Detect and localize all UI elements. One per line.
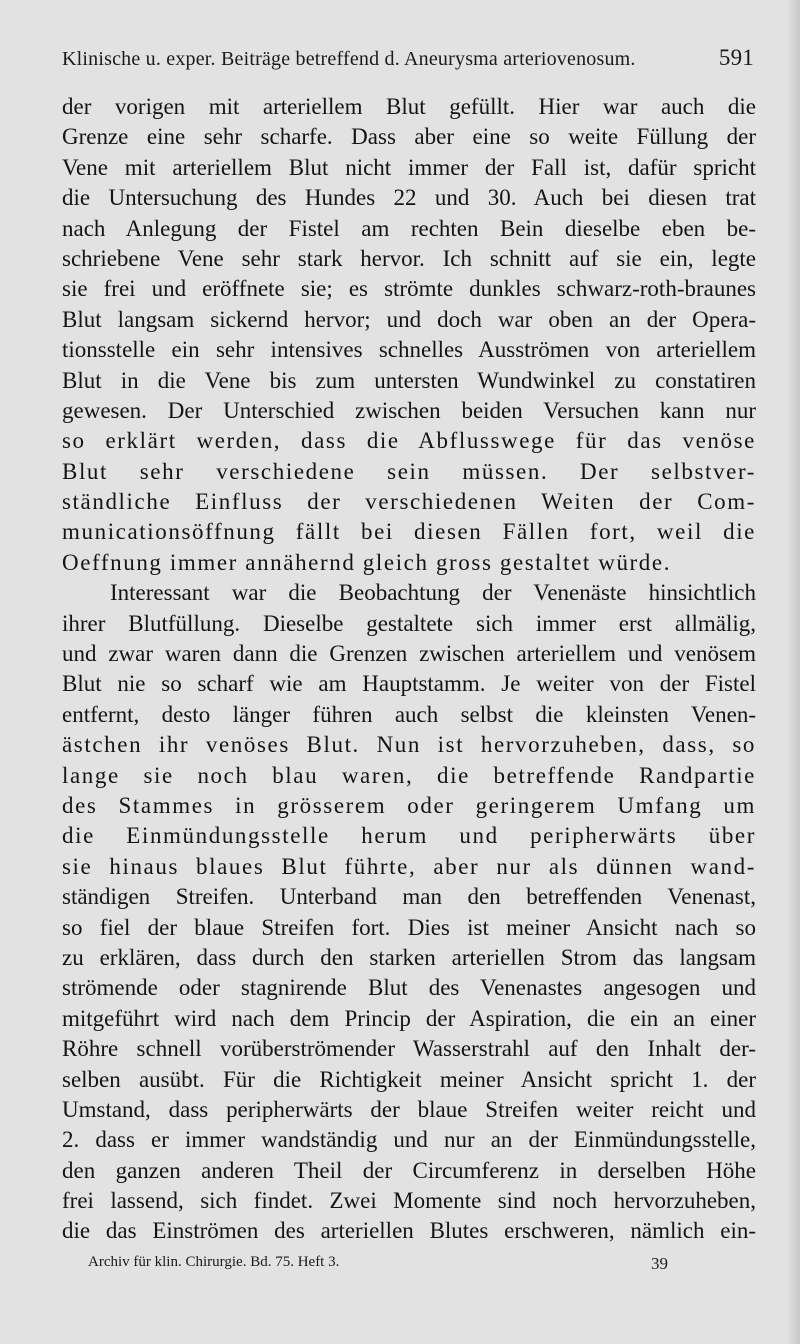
text-line: mitgeführt wird nach dem Princip der Aspiration, die ein an einer: [62, 1005, 756, 1031]
text-line: Interessant war die Beobachtung der Venenäste hinsichtlich: [110, 580, 756, 606]
text-line: die Untersuchung des Hundes 22 und 30. Auch bei diesen trat: [62, 185, 756, 211]
text-line: ständliche Einfluss der verschiedenen Weiten der Com-: [62, 489, 756, 515]
text-line: ästchen ihr venöses Blut. Nun ist hervorzuheben, dass, so: [62, 732, 756, 758]
text-line: Grenze eine sehr scharfe. Dass aber eine so weite Füllung der: [62, 124, 756, 150]
text-line: entfernt, desto länger führen auch selbst die kleinsten Venen-: [62, 701, 756, 727]
text-line: und zwar waren dann die Grenzen zwischen arteriellem und venösem: [62, 641, 756, 667]
text-line: so erklärt werden, dass die Abflusswege für das venöse: [62, 428, 756, 454]
text-line: Umstand, dass peripherwärts der blaue Streifen weiter reicht und: [62, 1096, 756, 1122]
text-line: sie hinaus blaues Blut führte, aber nur als dünnen wand-: [62, 853, 756, 879]
text-line: zu erklären, dass durch den starken arteriellen Strom das langsam: [62, 944, 756, 970]
text-line: nach Anlegung der Fistel am rechten Bein dieselbe eben be-: [62, 215, 756, 241]
text-line: Blut langsam sickernd hervor; und doch war oben an der Opera-: [62, 306, 756, 332]
text-line: selben ausübt. Für die Richtigkeit meiner Ansicht spricht 1. der: [62, 1066, 756, 1092]
text-line: des Stammes in grösserem oder geringerem Umfang um: [62, 792, 756, 818]
text-line: Oeffnung immer annähernd gleich gross gestaltet würde.: [62, 549, 672, 575]
text-line: der vorigen mit arteriellem Blut gefüllt. Hier war auch die: [62, 94, 756, 119]
text-line: 2. dass er immer wandständig und nur an der Einmündungsstelle,: [62, 1127, 756, 1153]
text-line: strömende oder stagnirende Blut des Venenastes angesogen und: [62, 975, 756, 1001]
text-line: lange sie noch blau waren, die betreffende Randpartie: [62, 762, 756, 788]
text-line: schriebene Vene sehr stark hervor. Ich schnitt auf sie ein, legte: [62, 245, 756, 271]
text-line: die das Einströmen des arteriellen Blutes erschweren, nämlich ein-: [62, 1218, 756, 1244]
text-line: Vene mit arteriellem Blut nicht immer der Fall ist, dafür spricht: [62, 154, 756, 180]
text-line: Blut sehr verschiedene sein müssen. Der selbstver-: [62, 458, 756, 484]
text-line: municationsöffnung fällt bei diesen Fällen fort, weil die: [62, 519, 756, 545]
page-edge-shadow: [786, 0, 800, 1344]
text-line: sie frei und eröffnete sie; es strömte dunkles schwarz-roth-braunes: [62, 276, 756, 302]
text-line: Blut nie so scharf wie am Hauptstamm. Je weiter von der Fistel: [62, 671, 756, 697]
text-line: Röhre schnell vorüberströmender Wasserstrahl auf den Inhalt der-: [62, 1036, 756, 1062]
page-footer: [88, 1254, 668, 1280]
text-line: ständigen Streifen. Unterband man den betreffenden Venenast,: [62, 884, 756, 910]
running-head: [62, 45, 754, 78]
text-line: die Einmündungsstelle herum und peripherwärts über: [62, 823, 756, 849]
text-line: gewesen. Der Unterschied zwischen beiden Versuchen kann nur: [62, 397, 756, 423]
running-title: Klinische u. exper. Beiträge betreffend d. Aneurysma arteriovenosum.: [62, 48, 636, 70]
text-line: ihrer Blutfüllung. Dieselbe gestaltete sich immer erst allmälig,: [62, 610, 756, 636]
page-number: 591: [718, 45, 754, 70]
signature-mark: 39: [651, 1254, 668, 1273]
text-line: Blut in die Vene bis zum untersten Wundwinkel zu constatiren: [62, 367, 756, 393]
journal-citation: Archiv für klin. Chirurgie. Bd. 75. Heft 3.: [88, 1254, 340, 1270]
text-line: frei lassend, sich findet. Zwei Momente sind noch hervorzuheben,: [62, 1188, 756, 1214]
text-line: den ganzen anderen Theil der Circumferenz in derselben Höhe: [62, 1157, 756, 1183]
body-text: [62, 92, 756, 1247]
text-line: tionsstelle ein sehr intensives schnelles Ausströmen von arteriellem: [62, 337, 756, 363]
text-line: so fiel der blaue Streifen fort. Dies ist meiner Ansicht nach so: [62, 914, 756, 940]
